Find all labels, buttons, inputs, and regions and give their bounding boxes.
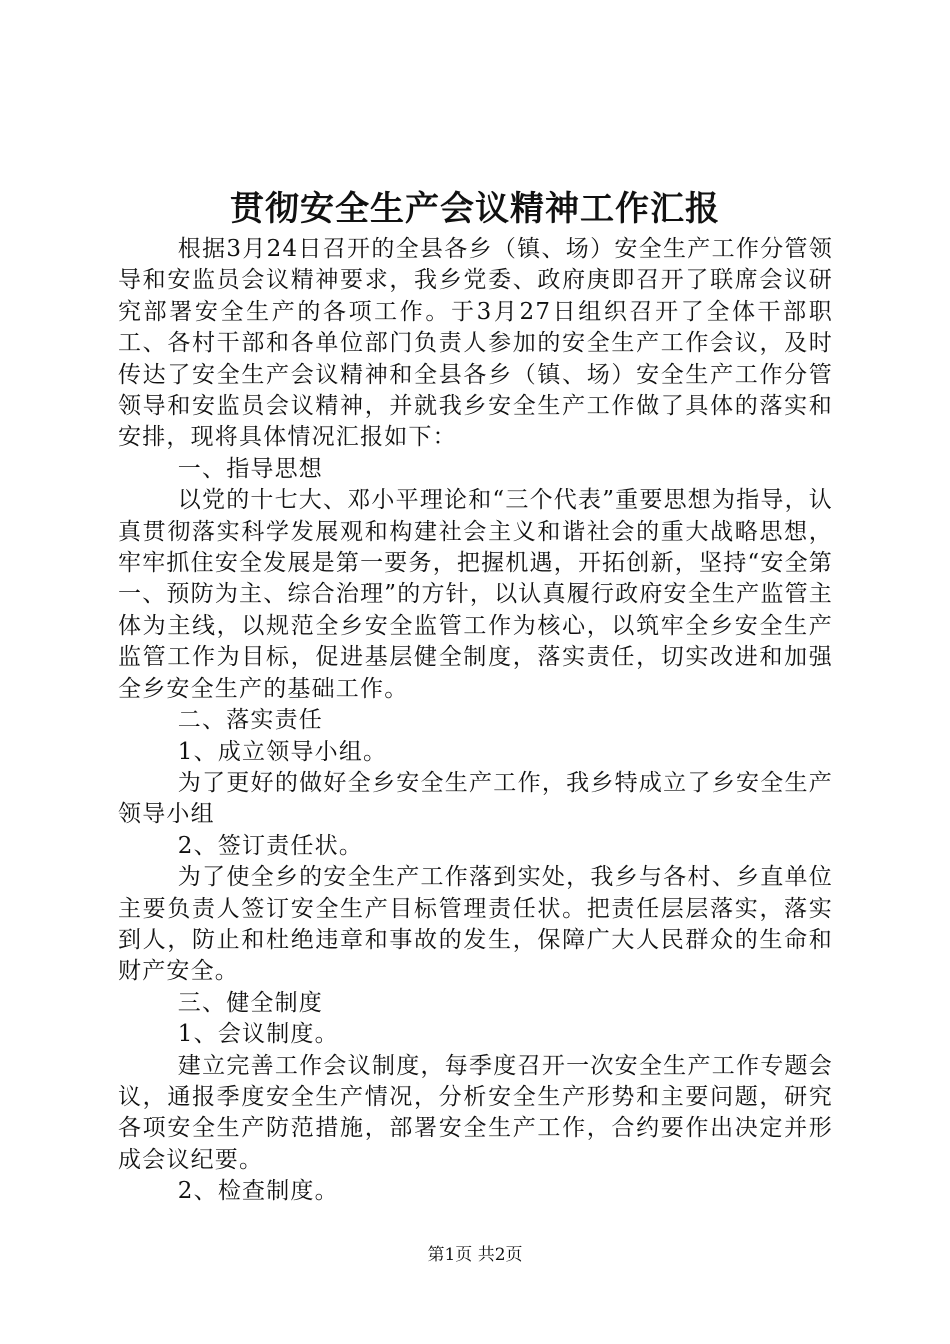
page-footer: 第1页 共2页 (427, 1245, 523, 1265)
subheading-meeting-system: 1、会议制度。 (177, 1021, 339, 1048)
guiding-ideology-paragraph: 以党的十七大、邓小平理论和“三个代表”重要思想为指导，认真贯彻落实科学发展观和构建社会主义和谐社会的重大战略思想，牢牢抓住安全发展是第一要务，把握机遇，开拓创新，坚持“安全第一、预防为主、综合治理”的方针，以认真履行政府安全生产监管主体为主线，以规范全乡安全监管工作为核心，以筑牢全乡安全生产监管工作为目标，促进基层健全制度，落实责任，切实改进和加强全乡安全生产的基础工作。 (118, 487, 833, 702)
section-heading-system: 三、健全制度 (177, 989, 323, 1016)
subheading-leading-group: 1、成立领导小组。 (177, 738, 388, 765)
meeting-system-paragraph: 建立完善工作会议制度，每季度召开一次安全生产工作专题会议，通报季度安全生产情况，分析安全生产形势和主要问题，研究各项安全生产防范措施，部署安全生产工作，合约要作出决定并形成会议纪要。 (118, 1052, 833, 1173)
document-body (118, 234, 833, 1208)
subheading-inspection-system: 2、检查制度。 (177, 1178, 339, 1205)
subheading-responsibility-letter: 2、签订责任状。 (177, 832, 364, 859)
document-title: 贯彻安全生产会议精神工作汇报 (230, 189, 720, 229)
responsibility-letter-paragraph: 为了使全乡的安全生产工作落到实处，我乡与各村、乡直单位主要负责人签订安全生产目标管理责任状。把责任层层落实，落实到人，防止和杜绝违章和事故的发生，保障广大人民群众的生命和财产安全。 (118, 864, 833, 985)
leading-group-paragraph: 为了更好的做好全乡安全生产工作，我乡特成立了乡安全生产领导小组 (118, 769, 833, 828)
section-heading-guiding-ideology: 一、指导思想 (177, 455, 323, 482)
section-heading-responsibility: 二、落实责任 (177, 707, 323, 734)
intro-paragraph: 根据3月24日召开的全县各乡（镇、场）安全生产工作分管领导和安监员会议精神要求，我乡党委、政府庚即召开了联席会议研究部署安全生产的各项工作。于3月27日组织召开了全体干部职工、各村干部和各单位部门负责人参加的安全生产工作会议，及时传达了安全生产会议精神和全县各乡（镇、场）安全生产工作分管领导和安监员会议精神，并就我乡安全生产工作做了具体的落实和安排，现将具体情况汇报如下： (118, 236, 833, 451)
